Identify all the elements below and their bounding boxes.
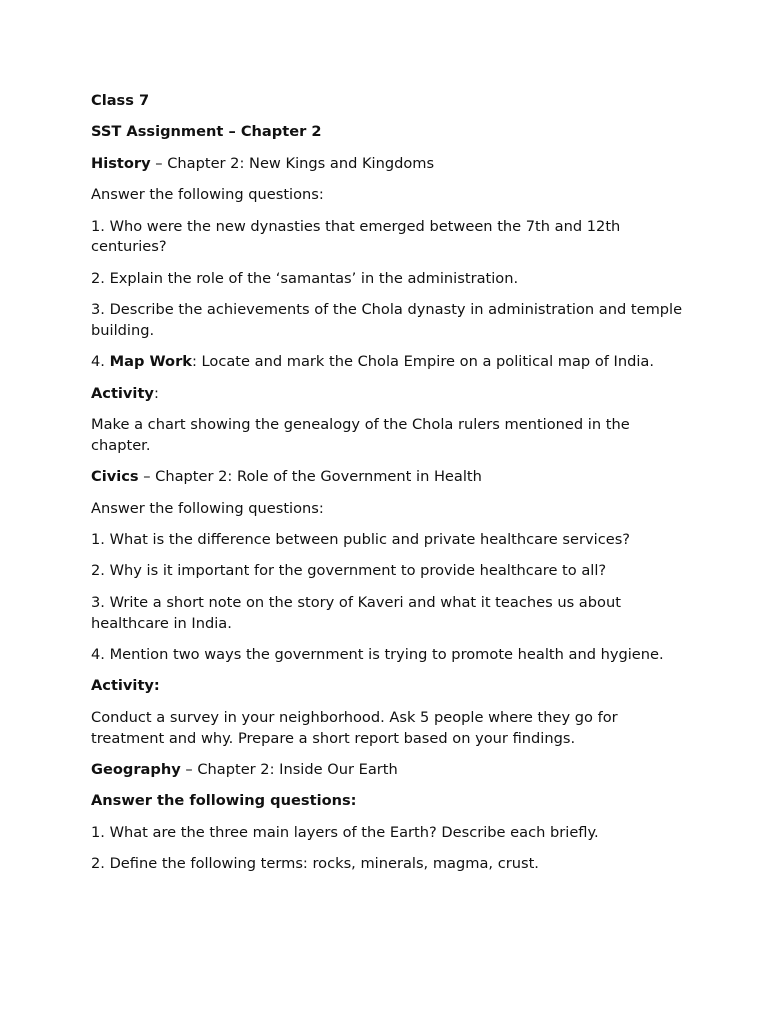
geography-instruction: Answer the following questions: [91,792,357,810]
assignment-title: SST Assignment – Chapter 2 [91,123,322,141]
civics-question-4: 4. Mention two ways the government is trying to promote health and hygiene. [91,646,664,664]
geography-chapter: – Chapter 2: Inside Our Earth [180,761,398,779]
history-chapter: – Chapter 2: New Kings and Kingdoms [150,154,435,172]
civics-chapter: – Chapter 2: Role of the Government in Health [138,468,482,486]
history-q4-number: 4. [91,353,110,371]
history-q4-map-work: Map Work [109,353,192,371]
civics-activity-label: Activity: [91,677,160,695]
history-heading [91,154,691,175]
history-question-4 [91,352,691,373]
history-question-2: 2. Explain the role of the ‘samantas’ in the administration. [91,269,519,287]
history-q4-text: : Locate and mark the Chola Empire on a political map of India. [191,353,654,371]
history-question-3: 3. Describe the achievements of the Chola dynasty in administration and temple building. [91,301,683,339]
civics-instruction: Answer the following questions: [91,499,324,517]
civics-question-2: 2. Why is it important for the government to provide healthcare to all? [91,562,607,580]
history-question-1: 1. Who were the new dynasties that emerged between the 7th and 12th centuries? [91,217,621,256]
civics-question-1: 1. What is the difference between public and private healthcare services? [91,531,631,549]
civics-heading [91,467,691,488]
civics-subject: Civics [91,468,139,486]
geography-subject: Geography [91,761,181,779]
history-instruction: Answer the following questions: [91,186,324,204]
document-page [91,91,691,886]
geography-question-1: 1. What are the three main layers of the Earth? Describe each briefly. [91,823,599,841]
history-activity-label: Activity [91,384,154,402]
civics-activity-text: Conduct a survey in your neighborhood. Ask 5 people where they go for treatment and why. Prepare a short report based on your findings. [91,708,618,747]
history-activity-colon: : [153,384,159,402]
history-activity-text: Make a chart showing the genealogy of the Chola rulers mentioned in the chapter. [91,416,630,454]
history-subject: History [91,154,151,172]
geography-heading [91,760,691,781]
civics-question-3: 3. Write a short note on the story of Kaveri and what it teaches us about healthcare in India. [91,593,621,632]
history-activity-heading [91,384,691,405]
class-label: Class 7 [91,92,150,109]
geography-question-2: 2. Define the following terms: rocks, minerals, magma, crust. [91,855,539,873]
